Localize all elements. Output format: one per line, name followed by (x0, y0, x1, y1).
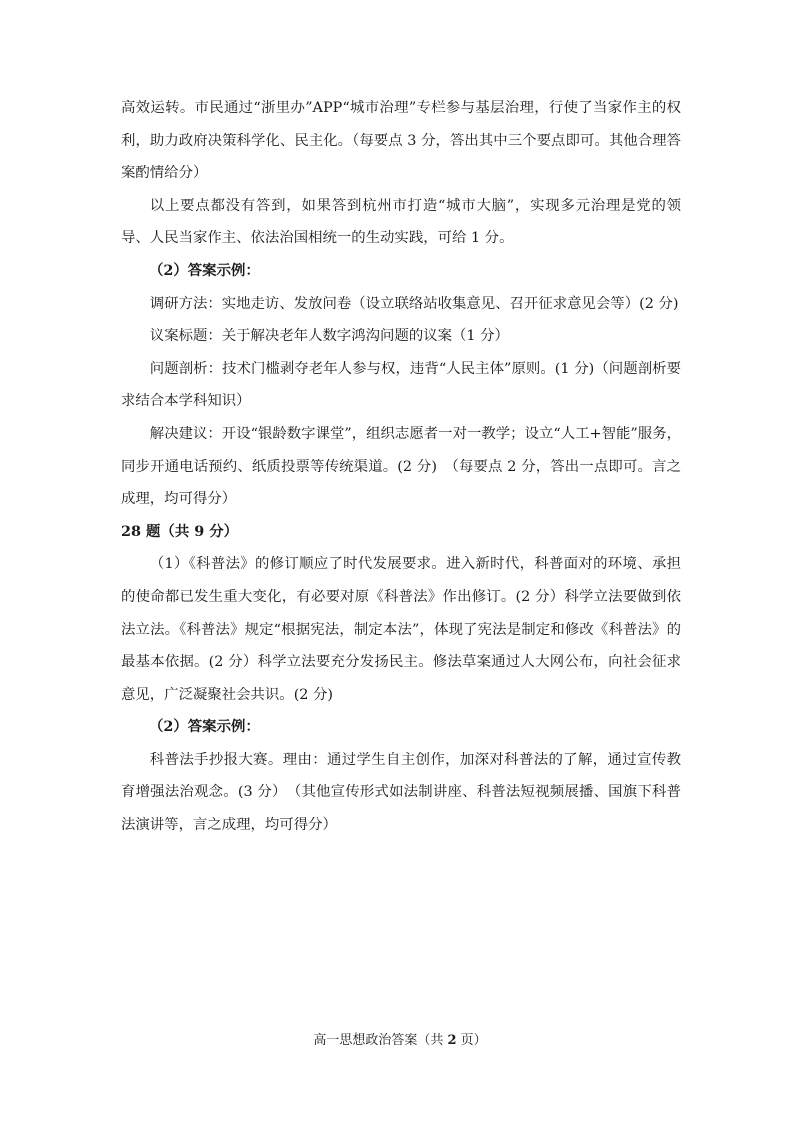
page-footer (0, 1031, 800, 1051)
q28-part2-heading: （2）答案示例： (149, 718, 260, 736)
proposal-title: 议案标题：关于解决老年人数字鸿沟问题的议案（1 分） (149, 328, 509, 345)
q28-part2: 科普法手抄报大赛。理由：通过学生自主创作，加深对科普法的了解，通过宣传教育增强法治观念。(3 分） （其他宣传形式如法制讲座、科普法短视频展播、国旗下科普法演讲等，言之成理，均可得分） (121, 751, 681, 834)
footer-prefix: 高一思想政治答案（共 (313, 1033, 448, 1048)
problem-analysis: 问题剖析：技术门槛剥夺老年人参与权，违背“人民主体”原则。(1 分)（问题剖析要求结合本学科知识） (121, 360, 681, 410)
q27-part2-heading: （2）答案示例： (149, 261, 260, 279)
footer-suffix: 页） (456, 1033, 487, 1048)
survey-method: 调研方法：实地走访、发放问卷（设立联络站收集意见、召开征求意见会等）(2 分) (149, 295, 679, 312)
solution-suggestion: 解决建议：开设“银龄数字课堂”，组织志愿者一对一教学；设立“人工+智能”服务，同步开通电话预约、纸质投票等传统渠道。(2 分) （每要点 2 分，答出一点即可。言之成理，均可得分） (121, 425, 681, 508)
q28-heading: 28 题（共 9 分） (121, 522, 239, 540)
q27-part1-continuation: 高效运转。市民通过“浙里办”APP“城市治理”专栏参与基层治理，行使了当家作主的权利，助力政府决策科学化、民主化。（每要点 3 分，答出其中三个要点即可。其他合理答案酌情给分） (121, 100, 681, 182)
answer-content (121, 92, 681, 842)
q28-part1: （1）《科普法》的修订顺应了时代发展要求。进入新时代，科普面对的环境、承担的使命都已发生重大变化，有必要对原《科普法》作出修订。(2 分）科学立法要做到依法立法。《科普法》规定“根据宪法，制定本法”，体现了宪法是制定和修改《科普法》的最基本依据。(2 分）科学立法要充分发扬民主。修法草案通过人大网公布，向社会征求意见，广泛凝聚社会共识。(2 分) (121, 556, 681, 703)
footer-page-count: 2 (447, 1033, 457, 1048)
q27-part1-fallback-note: 以上要点都没有答到，如果答到杭州市打造“城市大脑”，实现多元治理是党的领导、人民当家作主、依法治国相统一的生动实践，可给 1 分。 (121, 197, 681, 247)
